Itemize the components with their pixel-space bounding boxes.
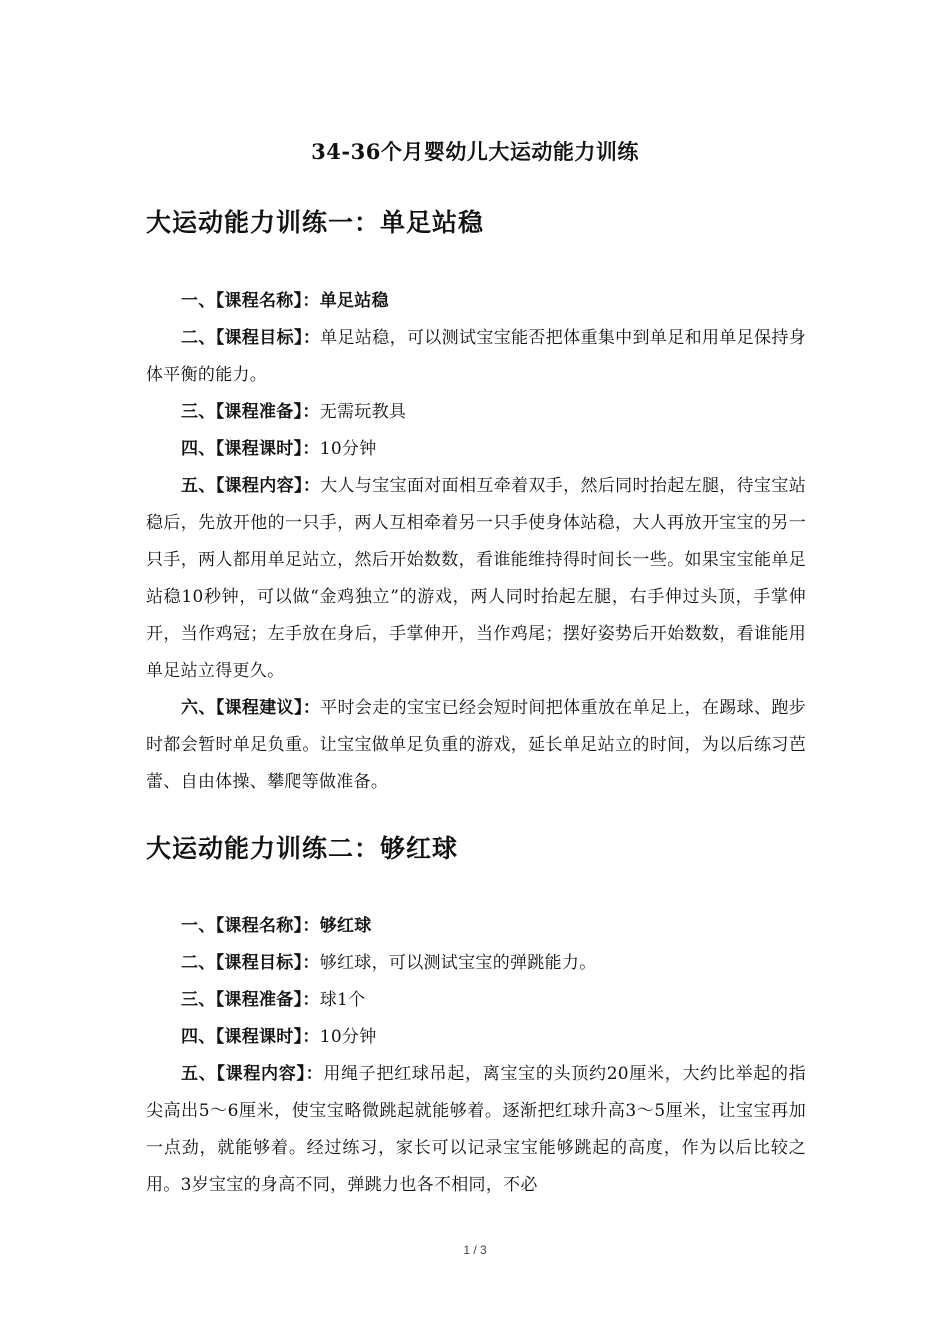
course-content-item: [146, 468, 806, 690]
course-name-item: [146, 283, 806, 320]
item-label: 六、【课程建议】：: [181, 698, 321, 718]
course-duration-item: [146, 1019, 806, 1056]
section-2-items: [146, 908, 806, 1204]
item-label: 三、【课程准备】：: [181, 402, 320, 422]
item-label: 五、【课程内容】：: [181, 476, 321, 496]
item-value: 够红球，可以测试宝宝的弹跳能力。: [319, 953, 597, 973]
item-label: 四、【课程课时】：: [181, 439, 320, 459]
item-label: 三、【课程准备】：: [181, 990, 320, 1010]
item-label: 二、【课程目标】：: [181, 953, 320, 973]
item-value: 10分钟: [319, 439, 377, 459]
item-value: 单足站稳: [319, 291, 389, 311]
course-prep-item: [146, 982, 806, 1019]
item-value: 单足站稳，可以测试宝宝能否把体重集中到单足和用单足保持身体平衡的能力。: [146, 328, 807, 385]
course-content-item: [146, 1056, 806, 1204]
item-value: 平时会走的宝宝已经会短时间把体重放在单足上，在踢球、跑步时都会暂时单足负重。让宝宝做单足负重的游戏，延长单足站立的时间，为以后练习芭蕾、自由体操、攀爬等做准备。: [146, 698, 807, 792]
item-value: 用绳子把红球吊起，离宝宝的头顶约20厘米，大约比举起的指尖高出5～6厘米，使宝宝略微跳起就能够着。逐渐把红球升高3～5厘米，让宝宝再加一点劲，就能够着。经过练习，家长可以记录宝宝能够跳起的高度，作为以后比较之用。3岁宝宝的身高不同，弹跳力也各不相同，不必: [146, 1064, 807, 1195]
item-label: 一、【课程名称】：: [181, 291, 320, 311]
item-value: 球1个: [319, 990, 366, 1010]
item-label: 一、【课程名称】：: [181, 916, 320, 936]
course-goal-item: [146, 945, 806, 982]
course-suggestion-item: [146, 690, 806, 801]
section-heading-single-foot-stand: 大运动能力训练一：单足站稳: [146, 208, 485, 237]
course-goal-item: [146, 320, 806, 394]
item-label: 四、【课程课时】：: [181, 1027, 320, 1047]
section-heading-reach-red-ball: 大运动能力训练二：够红球: [146, 834, 459, 863]
course-prep-item: [146, 394, 806, 431]
item-value: 无需玩教具: [319, 402, 407, 422]
item-label: 五、【课程内容】：: [181, 1064, 324, 1084]
course-name-item: [146, 908, 806, 945]
page-number: 1 / 3: [463, 1243, 487, 1257]
item-label: 二、【课程目标】：: [181, 328, 321, 348]
item-value: 够红球: [319, 916, 372, 936]
document-title: 34-36个月婴幼儿大运动能力训练: [311, 139, 639, 164]
section-1-items: [146, 283, 806, 801]
item-value: 大人与宝宝面对面相互牵着双手，然后同时抬起左腿，待宝宝站稳后，先放开他的一只手，两人互相牵着另一只手使身体站稳，大人再放开宝宝的另一只手，两人都用单足站立，然后开始数数，看谁能维持得时间长一些。如果宝宝能单足站稳10秒钟，可以做“金鸡独立”的游戏，两人同时抬起左腿，右手伸过头顶，手掌伸开，当作鸡冠；左手放在身后，手掌伸开，当作鸡尾；摆好姿势后开始数数，看谁能用单足站立得更久。: [146, 476, 807, 681]
item-value: 10分钟: [319, 1027, 377, 1047]
course-duration-item: [146, 431, 806, 468]
